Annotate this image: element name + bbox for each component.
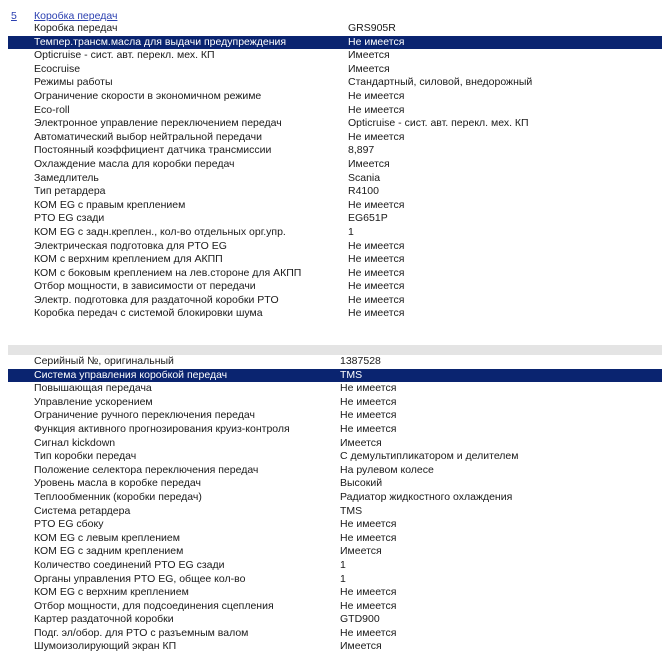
property-value: Scania xyxy=(348,171,381,184)
table-row[interactable] xyxy=(8,199,662,213)
table-row[interactable] xyxy=(8,586,662,600)
table-row[interactable] xyxy=(8,640,662,654)
table-row[interactable] xyxy=(8,280,662,294)
property-value: Не имеется xyxy=(340,382,397,395)
table-row[interactable] xyxy=(8,22,662,36)
property-name: Отбор мощности, для подсоединения сцепления xyxy=(34,599,274,612)
property-name: Электр. подготовка для раздаточной коробки PTO xyxy=(34,293,279,306)
property-name: PTO EG сбоку xyxy=(34,518,104,531)
table-row[interactable] xyxy=(8,559,662,573)
property-name: КОМ EG с задним креплением xyxy=(34,545,184,558)
property-value: Opticruise - сист. авт. перекл. мех. КП xyxy=(348,117,529,130)
property-value: Не имеется xyxy=(348,103,405,116)
property-name: Режимы работы xyxy=(34,76,113,89)
property-name: КОМ EG с правым креплением xyxy=(34,198,186,211)
table-row[interactable] xyxy=(8,49,662,63)
property-name: PTO EG сзади xyxy=(34,212,105,225)
property-value: 1 xyxy=(340,572,346,585)
table-row[interactable] xyxy=(8,600,662,614)
property-name: Ограничение скорости в экономичном режиме xyxy=(34,89,262,102)
property-value: R4100 xyxy=(348,185,379,198)
table-row[interactable] xyxy=(8,505,662,519)
table-row[interactable] xyxy=(8,117,662,131)
gearbox-details-panel xyxy=(8,345,662,654)
table-row[interactable] xyxy=(8,437,662,451)
table-row[interactable] xyxy=(8,131,662,145)
property-name: Постоянный коэффициент датчика трансмиссии xyxy=(34,144,272,157)
table-row[interactable] xyxy=(8,545,662,559)
property-value: TMS xyxy=(340,368,363,381)
property-value: Имеется xyxy=(348,62,390,75)
property-value: Не имеется xyxy=(340,586,397,599)
property-value: Имеется xyxy=(348,157,390,170)
property-name: Замедлитель xyxy=(34,171,99,184)
property-name: Сигнал kickdown xyxy=(34,436,116,449)
property-value: Не имеется xyxy=(348,280,405,293)
table-row[interactable] xyxy=(8,532,662,546)
property-value: Не имеется xyxy=(348,253,405,266)
property-name: Картер раздаточной коробки xyxy=(34,613,174,626)
property-value: Не имеется xyxy=(340,599,397,612)
property-name: Opticruise - сист. авт. перекл. мех. КП xyxy=(34,49,215,62)
table-row[interactable] xyxy=(8,76,662,90)
property-name: КОМ EG с верхним креплением xyxy=(34,586,189,599)
property-value: Имеется xyxy=(348,49,390,62)
table-row[interactable] xyxy=(8,240,662,254)
table-row[interactable] xyxy=(8,464,662,478)
table-row[interactable] xyxy=(8,613,662,627)
property-value: Не имеется xyxy=(348,266,405,279)
property-name: Коробка передач xyxy=(34,22,118,34)
property-value: Не имеется xyxy=(340,518,397,531)
table-row[interactable] xyxy=(8,423,662,437)
property-value: TMS xyxy=(340,504,363,517)
property-value: Имеется xyxy=(340,436,382,449)
property-value: GRS905R xyxy=(348,22,396,34)
property-name: Коробка передач с системой блокировки шума xyxy=(34,307,263,320)
property-value: Не имеется xyxy=(348,239,405,252)
property-name: Автоматический выбор нейтральной передачи xyxy=(34,130,262,143)
table-row[interactable] xyxy=(8,185,662,199)
property-value: EG651P xyxy=(348,212,388,225)
property-value: Не имеется xyxy=(340,626,397,639)
table-row[interactable] xyxy=(8,409,662,423)
property-value: Стандартный, силовой, внедорожный xyxy=(348,76,533,89)
property-name: Органы управления PTO EG, общее кол-во xyxy=(34,572,246,585)
property-name: Система ретардера xyxy=(34,504,131,517)
property-value: 1387528 xyxy=(340,355,381,367)
table-row[interactable] xyxy=(8,627,662,641)
property-name: Количество соединений PTO EG сзади xyxy=(34,558,225,571)
property-name: Положение селектора переключения передач xyxy=(34,463,259,476)
property-value: 1 xyxy=(348,225,354,238)
property-name: Ecocruise xyxy=(34,62,81,75)
table-row[interactable] xyxy=(8,396,662,410)
property-value: Не имеется xyxy=(340,531,397,544)
property-name: Темпер.трансм.масла для выдачи предупреждения xyxy=(34,35,287,48)
table-row[interactable] xyxy=(8,212,662,226)
table-row[interactable] xyxy=(8,518,662,532)
property-name: КОМ с боковым креплением на лев.стороне для АКПП xyxy=(34,266,302,279)
property-value: Имеется xyxy=(340,545,382,558)
property-value: На рулевом колесе xyxy=(340,463,434,476)
table-row[interactable] xyxy=(8,491,662,505)
table-row[interactable] xyxy=(8,573,662,587)
table-row[interactable] xyxy=(8,477,662,491)
table-row[interactable] xyxy=(8,144,662,158)
property-value: Высокий xyxy=(340,477,383,490)
property-name: Шумоизолирующий экран КП xyxy=(34,640,177,653)
table-row[interactable] xyxy=(8,307,662,321)
property-value: 8,897 xyxy=(348,144,375,157)
table-row[interactable] xyxy=(8,355,662,369)
section-number[interactable]: 5 xyxy=(11,10,17,22)
property-value: Не имеется xyxy=(340,422,397,435)
property-value: Не имеется xyxy=(348,130,405,143)
table-row[interactable] xyxy=(8,63,662,77)
property-value: Не имеется xyxy=(340,395,397,408)
property-value: Не имеется xyxy=(348,307,405,320)
property-name: Eco-roll xyxy=(34,103,70,116)
property-name: Электронное управление переключением передач xyxy=(34,117,282,130)
property-list xyxy=(8,22,662,321)
table-row[interactable] xyxy=(8,90,662,104)
table-row[interactable] xyxy=(8,226,662,240)
property-name: Тип ретардера xyxy=(34,185,106,198)
table-row[interactable] xyxy=(8,172,662,186)
table-row[interactable] xyxy=(8,294,662,308)
property-value: Радиатор жидкостного охлаждения xyxy=(340,490,513,503)
property-name: Тип коробки передач xyxy=(34,450,137,463)
table-row[interactable] xyxy=(8,267,662,281)
property-name: Ограничение ручного переключения передач xyxy=(34,409,255,422)
gearbox-properties-panel xyxy=(8,10,662,321)
table-row[interactable] xyxy=(8,450,662,464)
property-name: КОМ с верхним креплением для АКПП xyxy=(34,253,223,266)
property-value: Не имеется xyxy=(348,89,405,102)
property-name: Управление ускорением xyxy=(34,395,153,408)
property-value: Не имеется xyxy=(340,409,397,422)
property-value: Не имеется xyxy=(348,293,405,306)
property-value: Не имеется xyxy=(348,198,405,211)
property-name: Электрическая подготовка для PTO EG xyxy=(34,239,227,252)
property-value: 1 xyxy=(340,558,346,571)
panel-separator xyxy=(8,345,662,355)
property-value: Не имеется xyxy=(348,35,405,48)
table-row[interactable] xyxy=(8,382,662,396)
property-value: GTD900 xyxy=(340,613,380,626)
table-row[interactable] xyxy=(8,253,662,267)
property-name: Теплообменник (коробки передач) xyxy=(34,490,202,503)
property-name: КОМ EG с задн.креплен., кол-во отдельных орг.упр. xyxy=(34,225,286,238)
property-name: Серийный №, оригинальный xyxy=(34,355,174,367)
property-name: Охлаждение масла для коробки передач xyxy=(34,157,235,170)
table-row-selected[interactable] xyxy=(8,36,662,50)
property-name: Повышающая передача xyxy=(34,382,152,395)
property-list xyxy=(8,355,662,654)
section-title-link[interactable]: Коробка передач xyxy=(34,10,118,22)
section-header xyxy=(8,10,662,22)
table-row[interactable] xyxy=(8,104,662,118)
table-row[interactable] xyxy=(8,158,662,172)
property-value: Имеется xyxy=(340,640,382,653)
table-row-selected[interactable] xyxy=(8,369,662,383)
property-name: КОМ EG с левым креплением xyxy=(34,531,180,544)
property-value: С демультипликатором и делителем xyxy=(340,450,519,463)
property-name: Подг. эл/обор. для PTO с разъемным валом xyxy=(34,626,249,639)
property-name: Система управления коробкой передач xyxy=(34,368,228,381)
property-name: Отбор мощности, в зависимости от передачи xyxy=(34,280,256,293)
property-name: Уровень масла в коробке передач xyxy=(34,477,201,490)
property-name: Функция активного прогнозирования круиз-контроля xyxy=(34,422,290,435)
